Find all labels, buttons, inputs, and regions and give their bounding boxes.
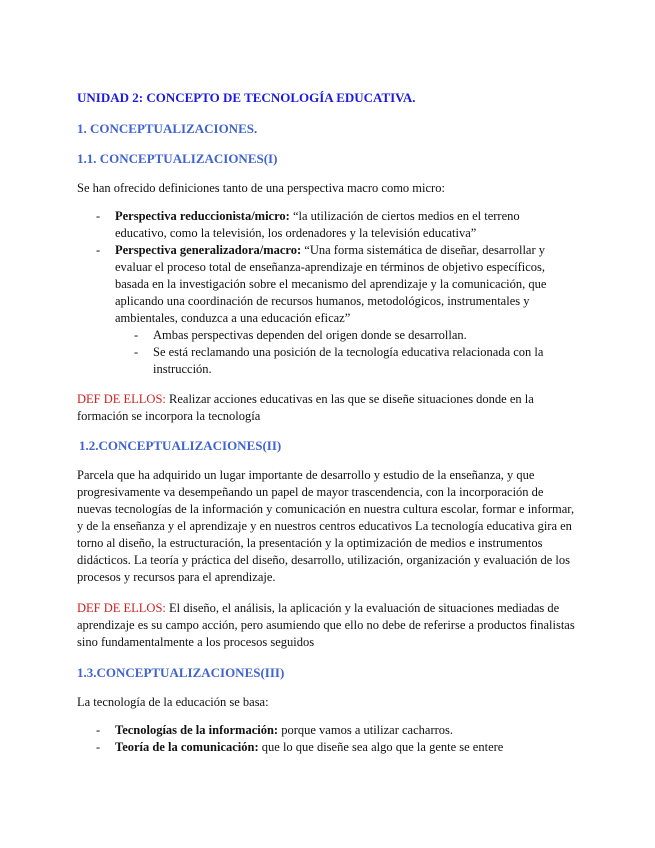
sublist-item-text: Ambas perspectivas dependen del origen donde se desarrollan. <box>153 328 467 342</box>
list-item <box>77 739 577 756</box>
definition-label: DEF DE ELLOS: <box>77 392 166 406</box>
perspectives-sublist <box>115 327 575 378</box>
list-item-term: Perspectiva generalizadora/macro: <box>115 243 302 257</box>
subsection-heading-1-2: 1.2.CONCEPTUALIZACIONES(II) <box>79 438 282 453</box>
definition-text: Realizar acciones educativas en las que se diseñe situaciones donde en la formación se incorpora la tecnología <box>77 392 534 423</box>
dash-bullet: - <box>96 723 101 737</box>
definition-paragraph-1-2 <box>77 600 577 651</box>
dash-bullet: - <box>134 328 139 342</box>
list-item-term: Perspectiva reduccionista/micro: <box>115 209 290 223</box>
definition-paragraph-1-1 <box>77 391 577 425</box>
definition-label: DEF DE ELLOS: <box>77 601 166 615</box>
section-heading-1: 1. CONCEPTUALIZACIONES. <box>77 121 258 136</box>
sublist-item-text: Se está reclamando una posición de la tecnología educativa relacionada con la instrucción. <box>153 345 544 376</box>
document-title: UNIDAD 2: CONCEPTO DE TECNOLOGÍA EDUCATIVA. <box>77 90 416 105</box>
list-item <box>77 208 567 242</box>
intro-paragraph-1-1: Se han ofrecido definiciones tanto de una perspectiva macro como micro: <box>77 181 445 195</box>
dash-bullet: - <box>134 345 139 359</box>
list-item-text: “Una forma sistemática de diseñar, desarrollar y evaluar el proceso total de enseñanza-aprendizaje en términos de objetivo específicos, basada en la investigación sobre el mecanismo del aprendizaje y la comunicación, que aplicando una coordinación de recursos humanos, metodológicos, instrumentales y ambientales, conduzca a una educación eficaz” <box>115 243 547 325</box>
list-item-text: que lo que diseñe sea algo que la gente se entere <box>258 740 504 754</box>
subsection-heading-1-3: 1.3.CONCEPTUALIZACIONES(III) <box>77 665 285 680</box>
foundations-list <box>77 722 577 756</box>
list-item <box>77 242 567 327</box>
subsection-heading-1-1: 1.1. CONCEPTUALIZACIONES(I) <box>77 151 278 166</box>
list-item-text: “la utilización de ciertos medios en el terreno educativo, como la televisión, los ordenadores y la televisión educativa” <box>115 209 520 240</box>
intro-paragraph-1-3: La tecnología de la educación se basa: <box>77 695 269 709</box>
sublist-item <box>115 344 575 378</box>
dash-bullet: - <box>96 209 101 223</box>
sublist-item <box>115 327 575 344</box>
list-item-term: Teoría de la comunicación: <box>115 740 259 754</box>
list-item-term: Tecnologías de la información: <box>115 723 279 737</box>
perspectives-list <box>77 208 567 327</box>
list-item-text: porque vamos a utilizar cacharros. <box>278 723 454 737</box>
list-item <box>77 722 577 739</box>
dash-bullet: - <box>96 243 101 257</box>
definition-text: El diseño, el análisis, la aplicación y la evaluación de situaciones mediadas de aprendizaje es su campo acción, pero asumiendo que ello no debe de referirse a productos finalistas sino fundamentalmente a los procesos seguidos <box>77 601 575 649</box>
body-paragraph-1-2: Parcela que ha adquirido un lugar importante de desarrollo y estudio de la enseñanza, y que progresivamente va desempeñando un papel de mayor trascendencia, con la incorporación de nuevas tecnologías de la información y comunicación en nuestra cultura escolar, formar e informar, y de la enseñanza y el aprendizaje y en nuestros centros educativos La tecnología educativa gira en torno al diseño, la estructuración, la presentación y la optimización de medios e instrumentos didácticos. La teoría y práctica del diseño, desarrollo, utilización, organización y evaluación de los procesos y recursos para el aprendizaje. <box>77 468 575 584</box>
dash-bullet: - <box>96 740 101 754</box>
